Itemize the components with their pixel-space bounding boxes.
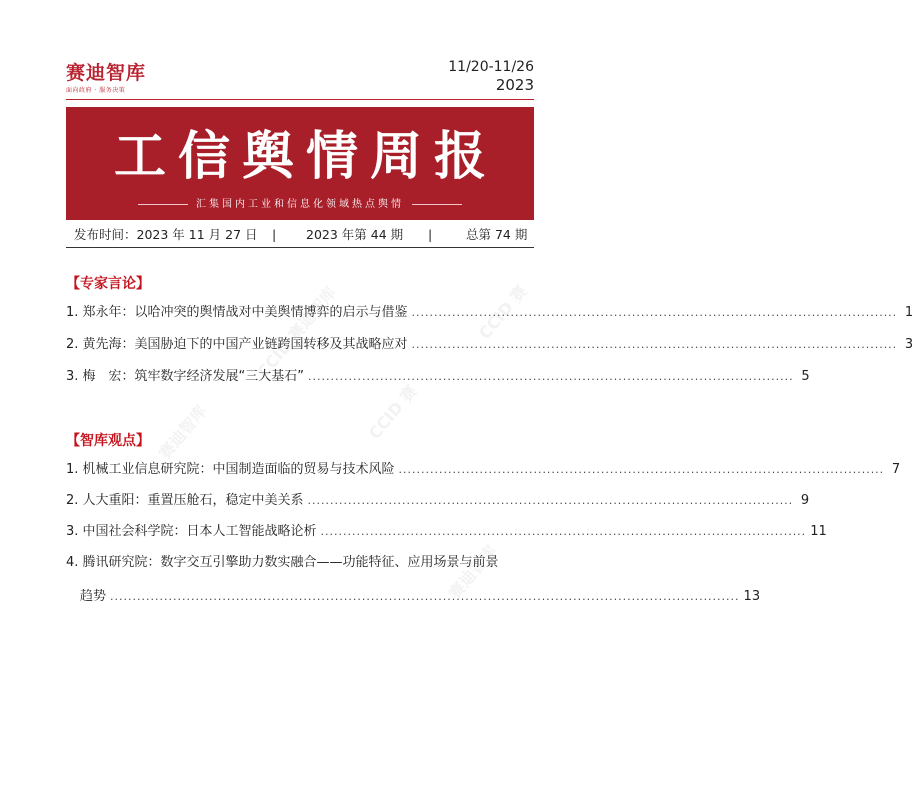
section-title-expert: 【专家言论】 bbox=[66, 276, 150, 292]
toc-leader: ............................................................................................................ bbox=[411, 306, 898, 319]
toc-item[interactable] bbox=[66, 490, 810, 512]
toc-item[interactable] bbox=[66, 334, 913, 356]
toc-item[interactable] bbox=[66, 302, 913, 324]
watermark: 赛迪智库 bbox=[444, 541, 501, 603]
toc-page-number: 9 bbox=[800, 493, 810, 508]
separator: | bbox=[272, 227, 277, 242]
title-banner bbox=[66, 107, 534, 220]
subtitle-rule-left bbox=[138, 204, 188, 205]
toc-page-number: 3 bbox=[904, 337, 913, 352]
watermark: CCID 赛 bbox=[364, 381, 421, 443]
toc-item[interactable] bbox=[66, 366, 810, 388]
banner-subtitle bbox=[66, 195, 534, 210]
banner-title: 工信舆情周报 bbox=[113, 126, 498, 187]
logo bbox=[66, 62, 146, 94]
banner-subtitle-text: 汇集国内工业和信息化领域热点舆情 bbox=[196, 199, 404, 210]
toc-page-number: 5 bbox=[801, 369, 810, 384]
publish-date: 发布时间：2023 年 11 月 27 日 bbox=[74, 227, 258, 242]
toc-item-title: 1. 机械工业信息研究院：中国制造面临的贸易与技术风险 bbox=[66, 462, 395, 477]
subtitle-rule-right bbox=[412, 204, 462, 205]
watermark: CCID 赛 bbox=[474, 281, 531, 343]
toc-page-number: 1 bbox=[904, 305, 913, 320]
date-range bbox=[448, 58, 534, 94]
year: 2023 bbox=[495, 76, 534, 94]
week-range: 11/20-11/26 bbox=[448, 59, 534, 75]
toc-leader: ............................................................................................................ bbox=[308, 370, 794, 383]
section-title-thinktank: 【智库观点】 bbox=[66, 433, 150, 449]
toc-leader: ............................................................................................................ bbox=[398, 463, 885, 476]
toc-item[interactable] bbox=[66, 552, 534, 574]
watermark: 赛迪智库 bbox=[154, 401, 211, 463]
publication-info bbox=[66, 224, 534, 246]
toc-leader: ............................................................................................................ bbox=[307, 494, 794, 507]
toc-item-title: 4. 腾讯研究院：数字交互引擎助力数实融合——功能特征、应用场景与前景 bbox=[66, 555, 499, 570]
toc-item-title: 3. 中国社会科学院：日本人工智能战略论析 bbox=[66, 524, 317, 539]
logo-text: 赛迪智库 bbox=[66, 62, 147, 84]
toc-page-number: 11 bbox=[810, 524, 827, 539]
separator: | bbox=[428, 227, 433, 242]
issue-number: 2023 年第 44 期 bbox=[306, 227, 404, 242]
toc-item-title: 2. 人大重阳：重置压舱石，稳定中美关系 bbox=[66, 493, 304, 508]
header-divider bbox=[66, 99, 534, 100]
toc-item[interactable] bbox=[66, 459, 901, 481]
toc-page-number: 7 bbox=[891, 462, 901, 477]
toc-item[interactable] bbox=[66, 521, 827, 543]
toc-leader: ............................................................................................................ bbox=[320, 525, 807, 538]
toc-item-title: 趋势 bbox=[80, 589, 107, 604]
logo-subtitle: 面向政府 · 服务决策 bbox=[66, 87, 126, 94]
toc-leader: ............................................................................................................................................ bbox=[110, 590, 740, 603]
toc-item-title: 1. 郑永年：以哈冲突的舆情战对中美舆情博弈的启示与借鉴 bbox=[66, 305, 408, 320]
pubinfo-divider bbox=[66, 247, 534, 248]
toc-item-title: 3. 梅 宏：筑牢数字经济发展“三大基石” bbox=[66, 369, 305, 384]
toc-leader: ............................................................................................................ bbox=[411, 338, 898, 351]
watermark: CCID 赛迪智库 bbox=[253, 283, 341, 382]
toc-item-continuation[interactable] bbox=[80, 586, 761, 608]
toc-page-number: 13 bbox=[743, 589, 761, 604]
toc-item-title: 2. 黄先海：美国胁迫下的中国产业链跨国转移及其战略应对 bbox=[66, 337, 408, 352]
total-issue: 总第 74 期 bbox=[466, 227, 528, 242]
